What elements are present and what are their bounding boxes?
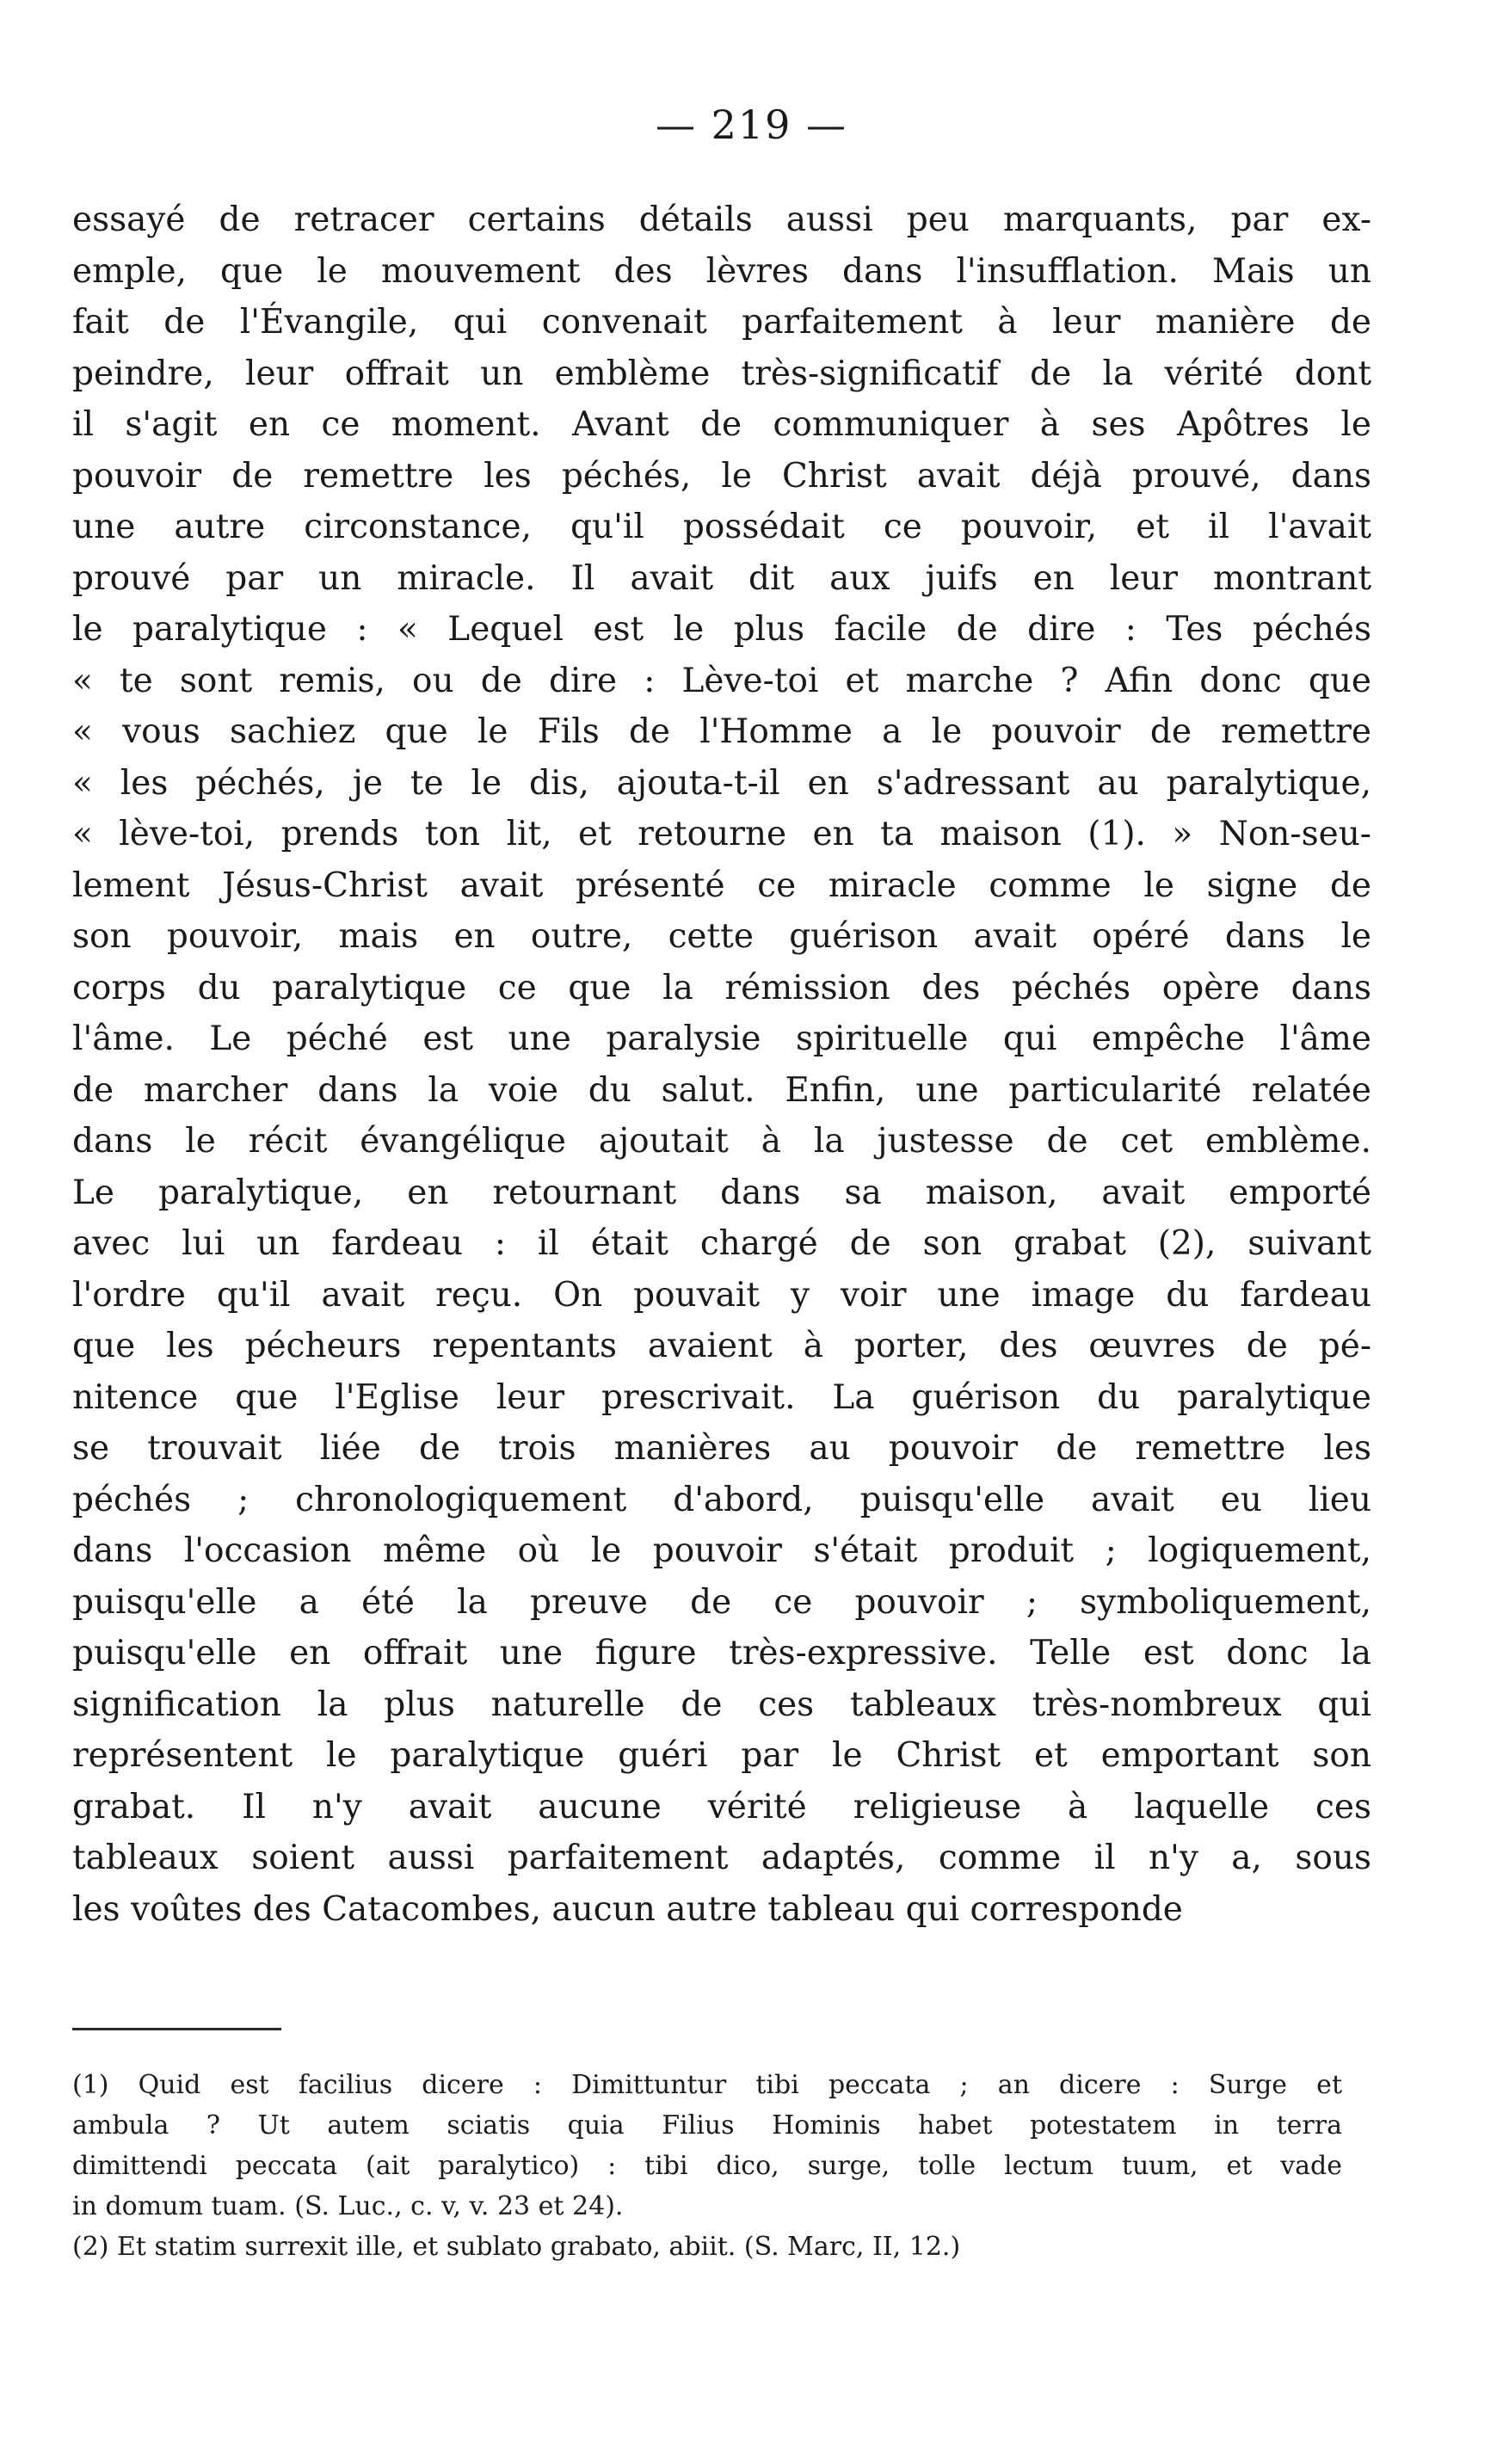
footnote-line: (1) Quid est facilius dicere : Dimittuntur tibi peccata ; an dicere : Surge et [72,2070,1342,2100]
text-line: tableaux soient aussi parfaitement adaptés, comme il n'y a, sous [72,1839,1371,1877]
text-line: signification la plus naturelle de ces tableaux très-nombreux qui [72,1685,1371,1724]
text-line: son pouvoir, mais en outre, cette guérison avait opéré dans le [72,917,1371,956]
text-line: dans l'occasion même où le pouvoir s'était produit ; logiquement, [72,1531,1371,1570]
text-line: une autre circonstance, qu'il possédait ce pouvoir, et il l'avait [72,508,1371,546]
text-line: Le paralytique, en retournant dans sa maison, avait emporté [72,1173,1371,1212]
footnote-line: dimittendi peccata (ait paralytico) : tibi dico, surge, tolle lectum tuum, et vade [72,2151,1342,2181]
text-line: représentent le paralytique guéri par le Christ et emportant son [72,1736,1371,1775]
text-line: « lève-toi, prends ton lit, et retourne en ta maison (1). » Non-seu- [72,815,1371,853]
footnote-divider [72,2028,281,2030]
text-line: de marcher dans la voie du salut. Enfin, une particularité relatée [72,1070,1371,1110]
footnote-line: (2) Et statim surrexit ille, et sublato grabato, abiit. (S. Marc, II, 12.) [72,2232,961,2262]
footnote-line: ambula ? Ut autem sciatis quia Filius Hominis habet potestatem in terra [72,2110,1342,2141]
page-number: — 219 — [655,102,848,148]
text-line: peindre, leur offrait un emblème très-significatif de la vérité dont [72,354,1371,393]
text-line: nitence que l'Eglise leur prescrivait. La guérison du paralytique [72,1377,1371,1417]
text-line: essayé de retracer certains détails aussi peu marquants, par ex- [72,200,1371,239]
text-line: péchés ; chronologiquement d'abord, puisqu'elle avait eu lieu [72,1480,1371,1519]
text-line: prouvé par un miracle. Il avait dit aux juifs en leur montrant [72,558,1371,598]
main-text [72,194,1371,1935]
text-line: les voûtes des Catacombes, aucun autre tableau qui corresponde [72,1889,1183,1929]
text-line: « te sont remis, ou de dire : Lève-toi et marche ? Afin donc que [72,661,1371,700]
text-line: l'âme. Le péché est une paralysie spirituelle qui empêche l'âme [72,1019,1371,1058]
footnotes [72,2065,1342,2267]
text-line: corps du paralytique ce que la rémission des péchés opère dans [72,968,1371,1007]
text-line: pouvoir de remettre les péchés, le Christ avait déjà prouvé, dans [72,456,1371,496]
footnote-line: in domum tuam. (S. Luc., c. v, v. 23 et 24). [72,2191,624,2221]
text-line: lement Jésus-Christ avait présenté ce miracle comme le signe de [72,865,1371,905]
text-line: le paralytique : « Lequel est le plus facile de dire : Tes péchés [72,610,1371,649]
text-line: l'ordre qu'il avait reçu. On pouvait y voir une image du fardeau [72,1275,1371,1315]
text-line: « vous sachiez que le Fils de l'Homme a le pouvoir de remettre [72,712,1371,751]
text-line: puisqu'elle a été la preuve de ce pouvoir ; symboliquement, [72,1582,1371,1622]
text-line: que les pécheurs repentants avaient à porter, des œuvres de pé- [72,1327,1371,1365]
text-line: emple, que le mouvement des lèvres dans l'insufflation. Mais un [72,251,1371,291]
text-line: dans le récit évangélique ajoutait à la justesse de cet emblème. [72,1122,1371,1161]
text-line: puisqu'elle en offrait une figure très-expressive. Telle est donc la [72,1634,1371,1672]
text-line: fait de l'Évangile, qui convenait parfaitement à leur manière de [72,303,1371,342]
text-line: se trouvait liée de trois manières au pouvoir de remettre les [72,1429,1371,1468]
text-line: « les péchés, je te le dis, ajouta-t-il en s'adressant au paralytique, [72,763,1371,803]
text-line: grabat. Il n'y avait aucune vérité religieuse à laquelle ces [72,1787,1371,1826]
text-line: avec lui un fardeau : il était chargé de son grabat (2), suivant [72,1224,1371,1263]
text-line: il s'agit en ce moment. Avant de communiquer à ses Apôtres le [72,405,1371,444]
